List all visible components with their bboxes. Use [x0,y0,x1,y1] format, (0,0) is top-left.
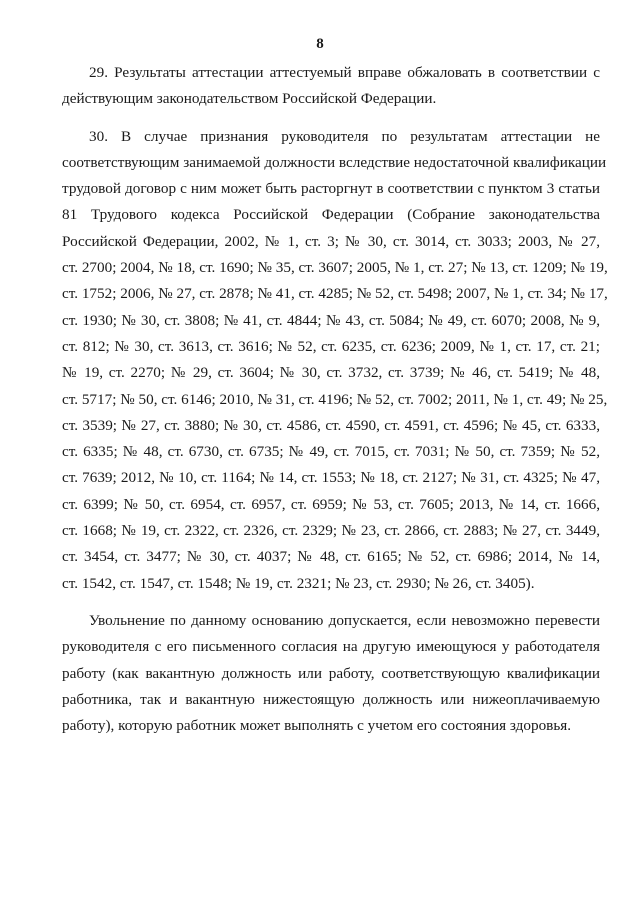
text-line: ст. 5717; № 50, ст. 6146; 2010, № 31, ст. 4196; № 52, ст. 7002; 2011, № 1, ст. 49; № 25, [62,390,608,408]
text-line: ст. 1752; 2006, № 27, ст. 2878; № 41, ст. 4285; № 52, ст. 5498; 2007, № 1, ст. 34; № 17, [62,285,608,303]
text-line: работу (как вакантную должность или работу, соответствующую квалификации [62,664,600,682]
text-line: соответствующим занимаемой должности вследствие недостаточной квалификации [62,153,607,171]
text-line: работника, так и вакантную нижестоящую должность или нижеоплачиваемую [62,690,600,708]
text-line: трудовой договор с ним может быть расторгнут в соответствии с пунктом 3 статьи [62,180,600,198]
text-line: ст. 7639; 2012, № 10, ст. 1164; № 14, ст. 1553; № 18, ст. 2127; № 31, ст. 4325; № 47, [62,469,600,487]
text-line: ст. 6399; № 50, ст. 6954, ст. 6957, ст. 6959; № 53, ст. 7605; 2013, № 14, ст. 1666, [62,495,600,513]
text-line: 29. Результаты аттестации аттестуемый вправе обжаловать в соответствии с [89,64,600,81]
paragraph-30 [62,124,608,597]
text-line: работу), которую работник может выполнять с учетом его состояния здоровья. [62,717,572,735]
text-line: 30. В случае признания руководителя по результатам аттестации не [89,127,600,145]
document-body [62,60,608,739]
text-line: ст. 1930; № 30, ст. 3808; № 41, ст. 4844; № 43, ст. 5084; № 49, ст. 6070; 2008, № 9, [62,311,600,329]
text-line: № 19, ст. 2270; № 29, ст. 3604; № 30, ст. 3732, ст. 3739; № 46, ст. 5419; № 48, [62,364,600,382]
paragraph-29 [62,60,600,113]
text-line: ст. 812; № 30, ст. 3613, ст. 3616; № 52, ст. 6235, ст. 6236; 2009, № 1, ст. 17, ст. 21; [62,337,600,355]
text-line: руководителя с его письменного согласия на другую имеющуюся у работодателя [62,638,600,656]
text-line: ст. 2700; 2004, № 18, ст. 1690; № 35, ст. 3607; 2005, № 1, ст. 27; № 13, ст. 1209; № 19, [62,259,608,277]
text-line: действующим законодательством Российской Федерации. [62,90,437,108]
text-line: 81 Трудового кодекса Российской Федерации (Собрание законодательства [62,206,600,224]
text-line: Российской Федерации, 2002, № 1, ст. 3; № 30, ст. 3014, ст. 3033; 2003, № 27, [62,232,600,250]
text-line: ст. 3454, ст. 3477; № 30, ст. 4037; № 48, ст. 6165; № 52, ст. 6986; 2014, № 14, [62,548,600,566]
text-line: ст. 6335; № 48, ст. 6730, ст. 6735; № 49, ст. 7015, ст. 7031; № 50, ст. 7359; № 52, [62,443,600,461]
text-line: ст. 1542, ст. 1547, ст. 1548; № 19, ст. 2321; № 23, ст. 2930; № 26, ст. 3405). [62,574,535,592]
paragraph-dismissal [62,608,600,739]
page-number: 8 [316,36,324,52]
text-line: ст. 1668; № 19, ст. 2322, ст. 2326, ст. 2329; № 23, ст. 2866, ст. 2883; № 27, ст. 3449, [62,522,600,540]
text-line: ст. 3539; № 27, ст. 3880; № 30, ст. 4586, ст. 4590, ст. 4591, ст. 4596; № 45, ст. 6333, [62,416,600,434]
text-line: Увольнение по данному основанию допускается, если невозможно перевести [89,611,600,629]
